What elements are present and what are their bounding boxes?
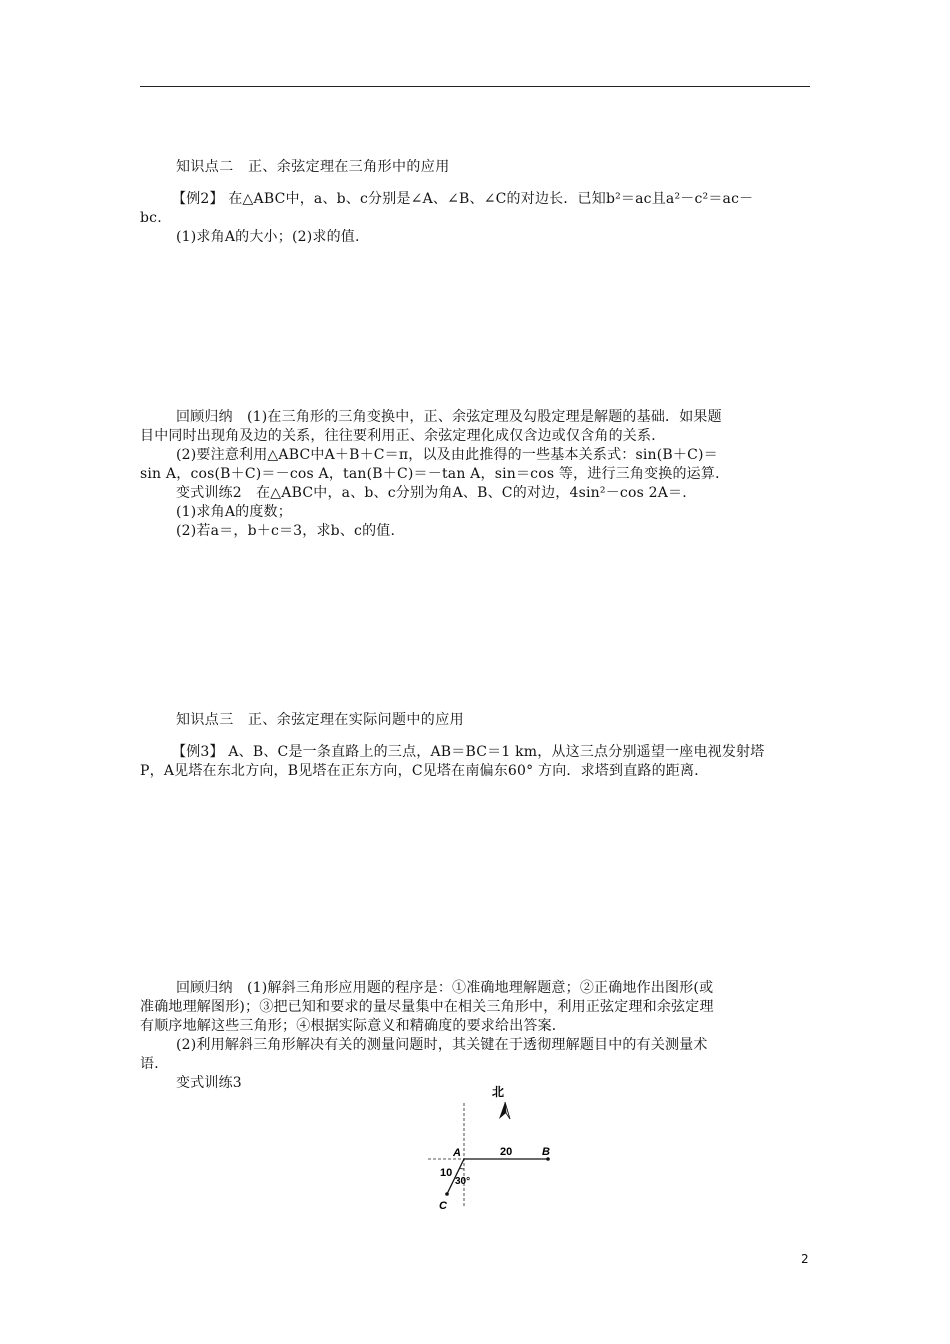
example-2-line-1: 【例2】 在△ABC中，a、b、c分别是∠A、∠B、∠C的对边长．已知b²＝ac且a²－c²＝ac－ — [172, 191, 754, 207]
review-2-line-2: 目中同时出现角及边的关系，往往要利用正、余弦定理化成仅含边或仅含角的关系． — [140, 428, 666, 444]
review-2-line-4: sin A，cos(B＋C)＝－cos A，tan(B＋C)＝－tan A，sin＝cos 等，进行三角变换的运算． — [140, 466, 730, 482]
page-number: 2 — [801, 1252, 809, 1266]
label-point-c: C — [439, 1200, 447, 1212]
label-point-a: A — [453, 1147, 461, 1159]
review-3-line-3: 有顺序地解这些三角形；④根据实际意义和精确度的要求给出答案． — [140, 1018, 566, 1034]
example-2-line-3: (1)求角A的大小；(2)求的值. — [176, 229, 360, 245]
section-3-title: 知识点三 正、余弦定理在实际问题中的应用 — [176, 712, 464, 728]
review-2-line-3: (2)要注意利用△ABC中A＋B＋C＝π，以及由此推得的一些基本关系式：sin(B＋C)＝ — [176, 447, 718, 463]
example-3-line-2: P，A见塔在东北方向，B见塔在正东方向，C见塔在南偏东60° 方向．求塔到直路的距离． — [140, 763, 709, 779]
label-point-b: B — [542, 1146, 550, 1158]
section-2-title: 知识点二 正、余弦定理在三角形中的应用 — [176, 159, 450, 175]
navigation-figure — [420, 1080, 580, 1215]
angle-arc — [460, 1168, 465, 1169]
example-3-line-1: 【例3】 A、B、C是一条直路上的三点，AB＝BC＝1 km，从这三点分别遥望一座电视发射塔 — [172, 744, 765, 760]
label-ac-length: 10 — [440, 1167, 453, 1179]
variant-2-line-3: (2)若a＝，b＋c＝3，求b、c的值. — [176, 523, 396, 539]
label-ab-length: 20 — [500, 1146, 513, 1158]
variant-2-line-1: 变式训练2 在△ABC中，a、b、c分别为角A、B、C的对边，4sin²－cos 2A＝. — [176, 485, 687, 501]
north-label: 北 — [491, 1085, 505, 1099]
point-c-dot — [445, 1192, 449, 1196]
variant-3-title: 变式训练3 — [176, 1075, 242, 1091]
review-3-line-4: (2)利用解斜三角形解决有关的测量问题时，其关键在于透彻理解题目中的有关测量术 — [176, 1037, 708, 1053]
variant-2-line-2: (1)求角A的度数； — [176, 504, 292, 520]
review-2-line-1: 回顾归纳 (1)在三角形的三角变换中，正、余弦定理及勾股定理是解题的基础．如果题 — [176, 409, 722, 425]
review-3-line-5: 语． — [140, 1056, 169, 1072]
header-rule — [140, 86, 810, 87]
north-arrow-outline — [505, 1102, 510, 1119]
example-2-line-2: bc. — [140, 210, 162, 226]
label-angle: 30° — [455, 1176, 471, 1187]
review-3-line-1: 回顾归纳 (1)解斜三角形应用题的程序是：①准确地理解题意；②正确地作出图形(或 — [176, 980, 714, 996]
review-3-line-2: 准确地理解图形)；③把已知和要求的量尽量集中在相关三角形中，利用正弦定理和余弦定理 — [140, 999, 714, 1015]
